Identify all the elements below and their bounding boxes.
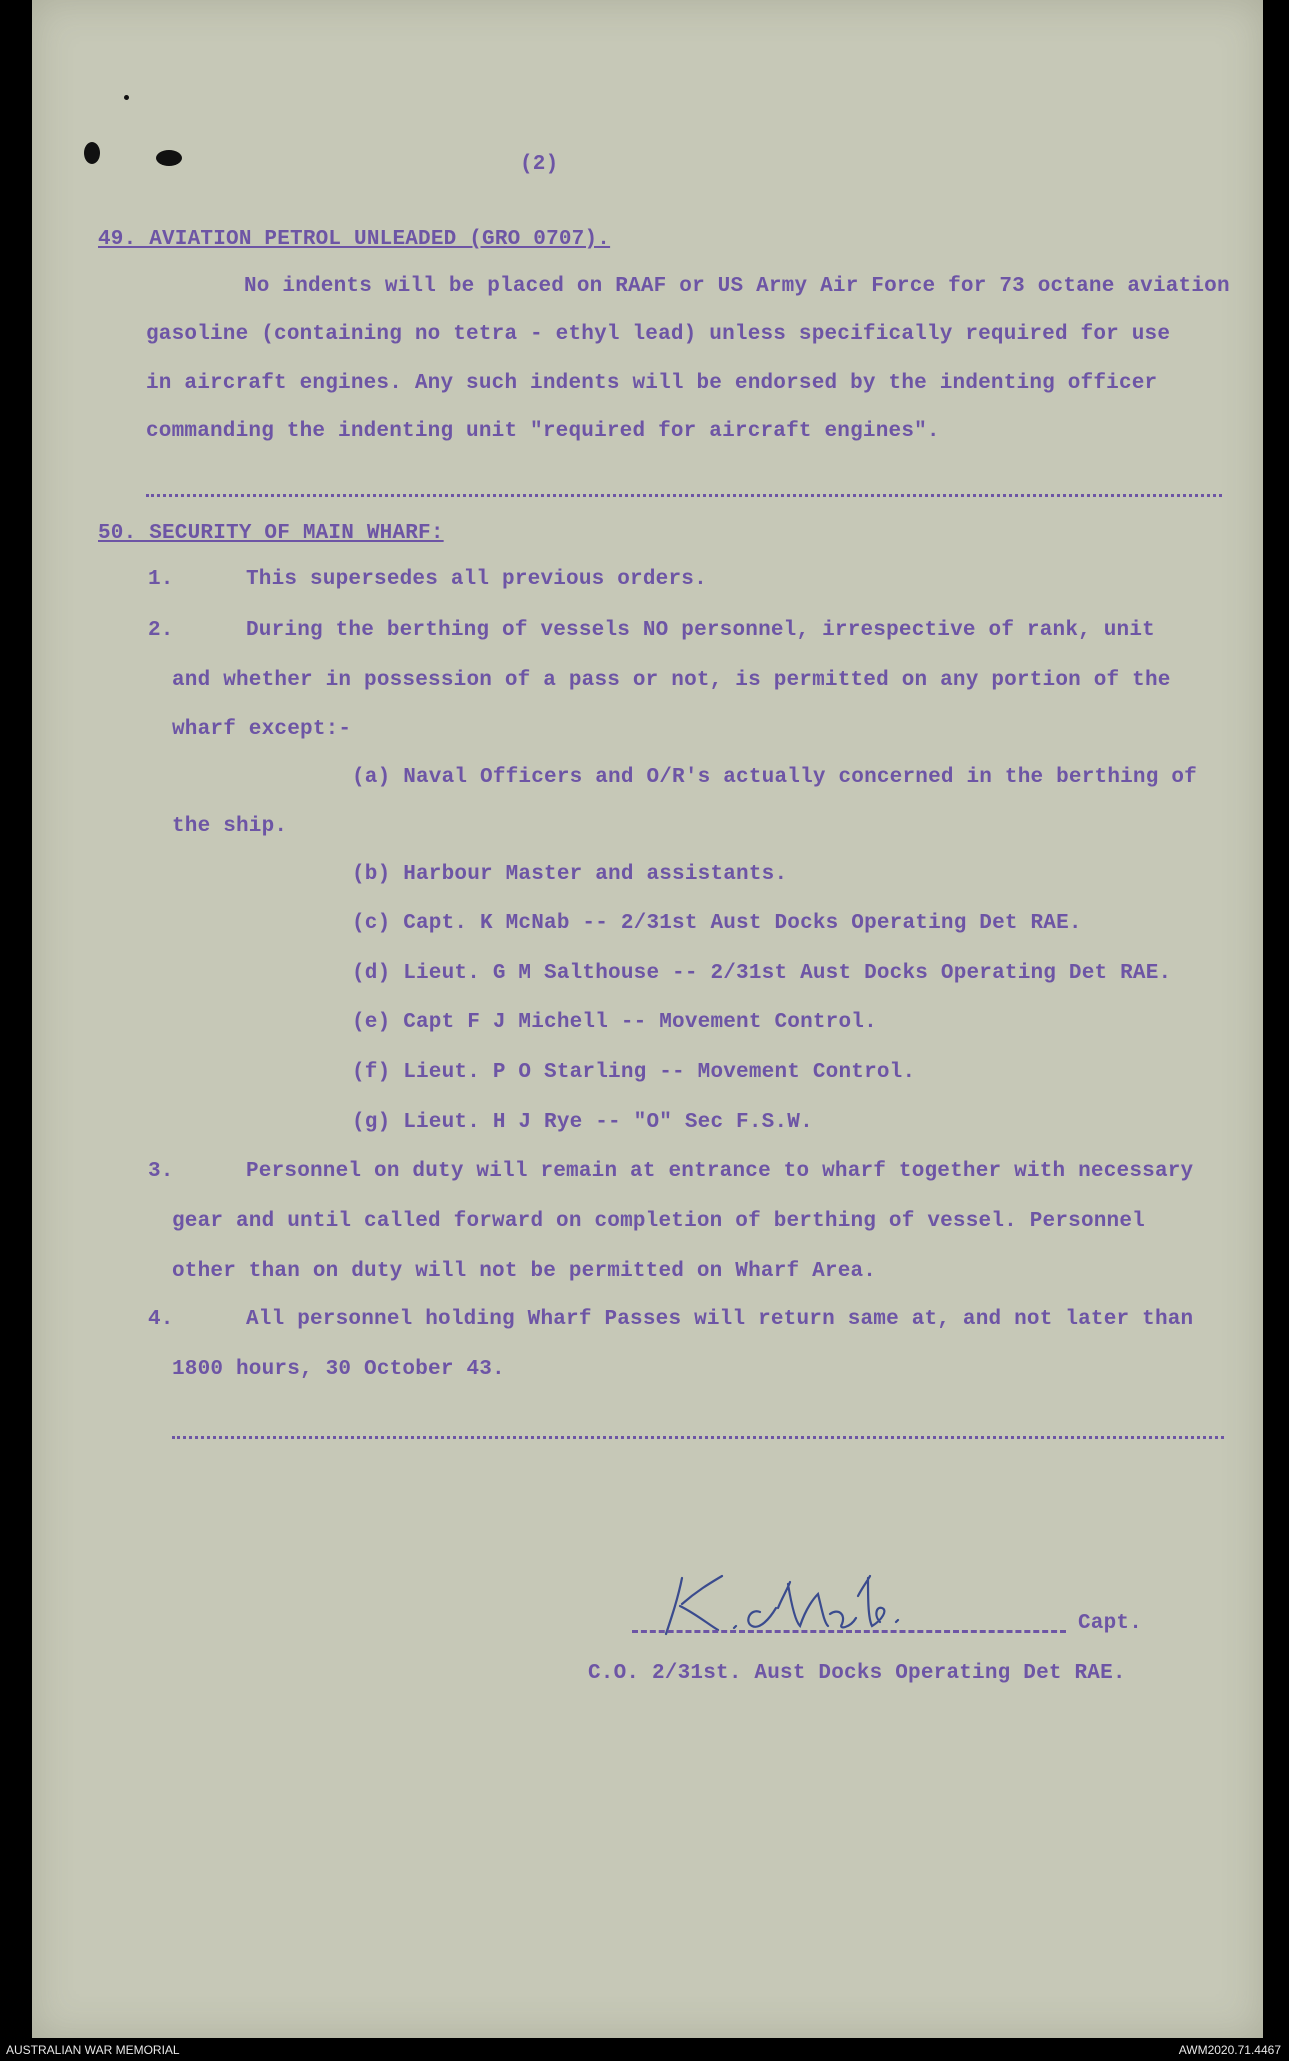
- signature-rank: Capt.: [1078, 1612, 1143, 1635]
- ink-blot: [156, 150, 182, 166]
- page-number: (2): [520, 153, 559, 176]
- list-item: (f) Lieut. P O Starling -- Movement Control.: [352, 1061, 916, 1084]
- section-50-heading: 50. SECURITY OF MAIN WHARF:: [98, 522, 444, 545]
- document-page: [32, 0, 1263, 2038]
- para-text: All personnel holding Wharf Passes will return same at, and not later than: [246, 1308, 1194, 1331]
- list-item: the ship.: [172, 815, 288, 838]
- list-item: (e) Capt F J Michell -- Movement Control.: [352, 1011, 877, 1034]
- signature-line: [632, 1630, 1066, 1633]
- divider-rule: [172, 1436, 1224, 1439]
- para-text: gear and until called forward on completion of berthing of vessel. Personnel: [172, 1210, 1145, 1233]
- list-item: (a) Naval Officers and O/R's actually concerned in the berthing of: [352, 766, 1197, 789]
- section-49-line: in aircraft engines. Any such indents will be endorsed by the indenting officer: [146, 372, 1158, 395]
- para-number: 2.: [148, 619, 174, 642]
- list-item: (b) Harbour Master and assistants.: [352, 863, 788, 886]
- ink-dot: [124, 95, 129, 100]
- para-text: During the berthing of vessels NO personnel, irrespective of rank, unit: [246, 619, 1155, 642]
- para-number: 3.: [148, 1160, 174, 1183]
- section-49-line: commanding the indenting unit "required for aircraft engines".: [146, 420, 940, 443]
- para-text: 1800 hours, 30 October 43.: [172, 1358, 505, 1381]
- divider-rule: [146, 494, 1222, 497]
- ink-blot: [84, 142, 100, 164]
- section-49-heading: 49. AVIATION PETROL UNLEADED (GRO 0707).: [98, 228, 611, 251]
- list-item: (d) Lieut. G M Salthouse -- 2/31st Aust Docks Operating Det RAE.: [352, 962, 1172, 985]
- para-number: 4.: [148, 1308, 174, 1331]
- footer-right: AWM2020.71.4467: [1178, 2043, 1281, 2057]
- para-number: 1.: [148, 568, 174, 591]
- para-text: This supersedes all previous orders.: [246, 568, 707, 591]
- list-item: (g) Lieut. H J Rye -- "O" Sec F.S.W.: [352, 1111, 813, 1134]
- para-text: wharf except:-: [172, 718, 352, 741]
- section-49-line: No indents will be placed on RAAF or US Army Air Force for 73 octane aviation: [244, 275, 1230, 298]
- para-text: other than on duty will not be permitted on Wharf Area.: [172, 1260, 877, 1283]
- para-text: Personnel on duty will remain at entrance to wharf together with necessary: [246, 1160, 1194, 1183]
- footer-left: AUSTRALIAN WAR MEMORIAL: [6, 2043, 180, 2057]
- signature-title: C.O. 2/31st. Aust Docks Operating Det RAE.: [588, 1662, 1126, 1685]
- section-49-line: gasoline (containing no tetra - ethyl lead) unless specifically required for use: [146, 323, 1171, 346]
- list-item: (c) Capt. K McNab -- 2/31st Aust Docks Operating Det RAE.: [352, 912, 1082, 935]
- para-text: and whether in possession of a pass or not, is permitted on any portion of the: [172, 669, 1171, 692]
